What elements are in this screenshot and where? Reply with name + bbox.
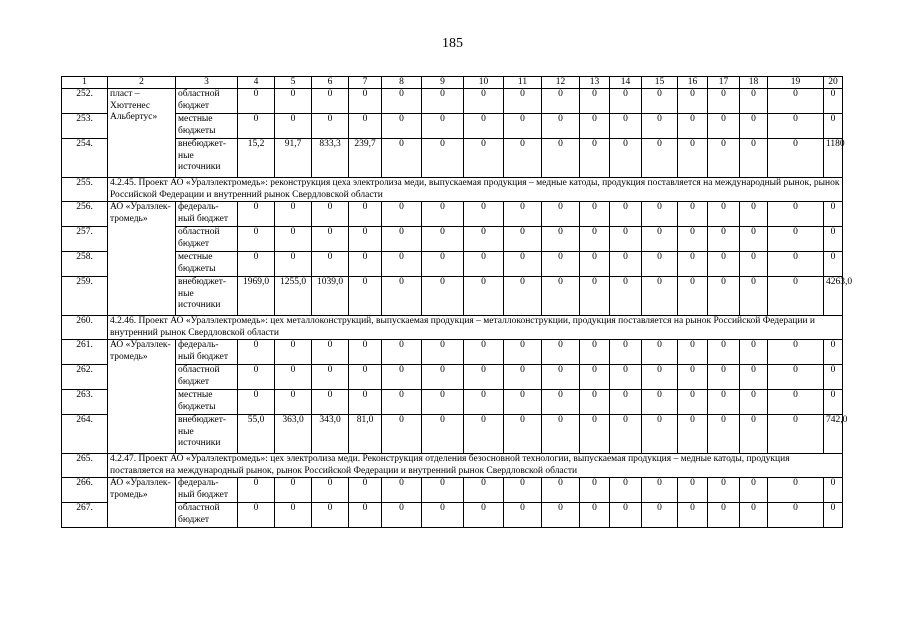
column-header: 11 bbox=[504, 77, 542, 89]
column-header: 5 bbox=[275, 77, 312, 89]
funding-source: местные бюджеты bbox=[176, 390, 238, 415]
column-header: 3 bbox=[176, 77, 238, 89]
value-cell: 0 bbox=[768, 89, 824, 114]
value-cell: 0 bbox=[422, 277, 464, 316]
value-cell: 0 bbox=[312, 365, 349, 390]
column-header: 14 bbox=[610, 77, 642, 89]
value-cell: 0 bbox=[708, 202, 740, 227]
table-row bbox=[62, 365, 843, 390]
value-cell: 91,7 bbox=[275, 139, 312, 178]
value-cell: 0 bbox=[275, 252, 312, 277]
value-cell: 0 bbox=[740, 227, 768, 252]
row-number: 267. bbox=[62, 503, 108, 528]
value-cell: 0 bbox=[610, 340, 642, 365]
funding-source: областной бюджет bbox=[176, 227, 238, 252]
value-cell: 0 bbox=[238, 503, 275, 528]
row-number: 265. bbox=[62, 454, 108, 478]
value-cell: 0 bbox=[768, 277, 824, 316]
table-row bbox=[62, 390, 843, 415]
funding-source: областной бюджет bbox=[176, 89, 238, 114]
row-number: 260. bbox=[62, 316, 108, 340]
value-cell: 0 bbox=[824, 114, 843, 139]
value-cell: 0 bbox=[740, 365, 768, 390]
value-cell: 0 bbox=[382, 202, 422, 227]
value-cell: 1180 bbox=[824, 139, 843, 178]
value-cell: 0 bbox=[610, 89, 642, 114]
funding-source: федераль-ный бюджет bbox=[176, 478, 238, 503]
row-number: 254. bbox=[62, 139, 108, 178]
value-cell: 0 bbox=[580, 202, 610, 227]
value-cell: 1039,0 bbox=[312, 277, 349, 316]
funding-source: федераль-ный бюджет bbox=[176, 202, 238, 227]
value-cell: 343,0 bbox=[312, 415, 349, 454]
row-number: 266. bbox=[62, 478, 108, 503]
page-number: 185 bbox=[442, 36, 463, 51]
value-cell: 363,0 bbox=[275, 415, 312, 454]
value-cell: 0 bbox=[580, 478, 610, 503]
value-cell: 0 bbox=[708, 252, 740, 277]
value-cell: 0 bbox=[238, 478, 275, 503]
value-cell: 0 bbox=[504, 340, 542, 365]
value-cell: 0 bbox=[542, 202, 580, 227]
value-cell: 0 bbox=[824, 340, 843, 365]
value-cell: 0 bbox=[422, 227, 464, 252]
value-cell: 0 bbox=[708, 390, 740, 415]
value-cell: 0 bbox=[768, 365, 824, 390]
value-cell: 0 bbox=[678, 478, 708, 503]
value-cell: 0 bbox=[708, 227, 740, 252]
funding-source: внебюджет-ные источники bbox=[176, 415, 238, 454]
value-cell: 0 bbox=[504, 252, 542, 277]
value-cell: 0 bbox=[580, 227, 610, 252]
value-cell: 0 bbox=[349, 277, 382, 316]
value-cell: 0 bbox=[580, 365, 610, 390]
value-cell: 0 bbox=[422, 415, 464, 454]
value-cell: 0 bbox=[504, 89, 542, 114]
value-cell: 0 bbox=[275, 340, 312, 365]
table-row bbox=[62, 277, 843, 316]
value-cell: 0 bbox=[542, 390, 580, 415]
column-header: 18 bbox=[740, 77, 768, 89]
value-cell: 0 bbox=[824, 390, 843, 415]
value-cell: 0 bbox=[610, 390, 642, 415]
column-header: 8 bbox=[382, 77, 422, 89]
value-cell: 0 bbox=[504, 277, 542, 316]
value-cell: 0 bbox=[349, 252, 382, 277]
column-header: 13 bbox=[580, 77, 610, 89]
value-cell: 0 bbox=[382, 114, 422, 139]
project-title: 4.2.45. Проект АО «Уралэлектромедь»: реконструкция цеха электролиза меди, выпускаемая продукция – медные катоды, продукция поставляется на международный рынок, рынок Российской Федерации и внутренний рынок Свердловской области bbox=[108, 178, 843, 202]
value-cell: 0 bbox=[504, 365, 542, 390]
value-cell: 0 bbox=[610, 478, 642, 503]
value-cell: 0 bbox=[678, 202, 708, 227]
value-cell: 0 bbox=[275, 89, 312, 114]
value-cell: 0 bbox=[678, 277, 708, 316]
value-cell: 0 bbox=[382, 89, 422, 114]
value-cell: 0 bbox=[349, 390, 382, 415]
header-row bbox=[62, 77, 843, 89]
value-cell: 0 bbox=[312, 89, 349, 114]
value-cell: 0 bbox=[824, 202, 843, 227]
value-cell: 0 bbox=[740, 478, 768, 503]
column-header: 19 bbox=[768, 77, 824, 89]
value-cell: 0 bbox=[824, 365, 843, 390]
budget-table bbox=[61, 76, 853, 528]
value-cell: 0 bbox=[464, 365, 504, 390]
value-cell: 0 bbox=[824, 478, 843, 503]
value-cell: 0 bbox=[708, 277, 740, 316]
value-cell: 0 bbox=[238, 365, 275, 390]
value-cell: 0 bbox=[238, 340, 275, 365]
funding-source: областной бюджет bbox=[176, 503, 238, 528]
row-number: 258. bbox=[62, 252, 108, 277]
column-header: 1 bbox=[62, 77, 108, 89]
value-cell: 0 bbox=[678, 252, 708, 277]
row-number: 259. bbox=[62, 277, 108, 316]
funding-source: местные бюджеты bbox=[176, 114, 238, 139]
value-cell: 0 bbox=[349, 340, 382, 365]
column-header: 9 bbox=[422, 77, 464, 89]
value-cell: 0 bbox=[349, 478, 382, 503]
value-cell: 0 bbox=[768, 114, 824, 139]
value-cell: 0 bbox=[580, 277, 610, 316]
value-cell: 0 bbox=[768, 227, 824, 252]
value-cell: 0 bbox=[349, 114, 382, 139]
value-cell: 0 bbox=[642, 478, 678, 503]
table-row bbox=[62, 503, 843, 528]
column-header: 2 bbox=[108, 77, 176, 89]
value-cell: 0 bbox=[610, 252, 642, 277]
value-cell: 0 bbox=[464, 277, 504, 316]
value-cell: 0 bbox=[312, 478, 349, 503]
value-cell: 0 bbox=[610, 227, 642, 252]
value-cell: 0 bbox=[238, 227, 275, 252]
project-title-row bbox=[62, 316, 843, 340]
value-cell: 0 bbox=[642, 503, 678, 528]
table-row bbox=[62, 340, 843, 365]
value-cell: 0 bbox=[275, 202, 312, 227]
project-title-row bbox=[62, 178, 843, 202]
value-cell: 0 bbox=[708, 365, 740, 390]
value-cell: 0 bbox=[542, 139, 580, 178]
value-cell: 0 bbox=[464, 139, 504, 178]
value-cell: 0 bbox=[464, 252, 504, 277]
table-row bbox=[62, 139, 843, 178]
value-cell: 0 bbox=[768, 340, 824, 365]
row-number: 264. bbox=[62, 415, 108, 454]
company-name: АО «Уралэлек-тромедь» bbox=[108, 340, 176, 454]
table-row bbox=[62, 89, 843, 114]
value-cell: 0 bbox=[504, 202, 542, 227]
value-cell: 0 bbox=[740, 503, 768, 528]
value-cell: 0 bbox=[708, 89, 740, 114]
table-row bbox=[62, 227, 843, 252]
table-row bbox=[62, 202, 843, 227]
value-cell: 0 bbox=[504, 503, 542, 528]
value-cell: 0 bbox=[464, 89, 504, 114]
value-cell: 0 bbox=[422, 390, 464, 415]
value-cell: 0 bbox=[238, 252, 275, 277]
value-cell: 0 bbox=[580, 252, 610, 277]
value-cell: 0 bbox=[238, 114, 275, 139]
value-cell: 0 bbox=[504, 478, 542, 503]
column-header: 12 bbox=[542, 77, 580, 89]
value-cell: 0 bbox=[768, 139, 824, 178]
value-cell: 0 bbox=[542, 503, 580, 528]
value-cell: 0 bbox=[740, 202, 768, 227]
value-cell: 0 bbox=[382, 139, 422, 178]
row-number: 261. bbox=[62, 340, 108, 365]
column-header: 20 bbox=[824, 77, 843, 89]
value-cell: 0 bbox=[382, 227, 422, 252]
column-header: 15 bbox=[642, 77, 678, 89]
value-cell: 0 bbox=[740, 139, 768, 178]
value-cell: 0 bbox=[642, 114, 678, 139]
company-name: пласт – Хюттенес Альбертус» bbox=[108, 89, 176, 178]
value-cell: 0 bbox=[610, 139, 642, 178]
value-cell: 0 bbox=[542, 478, 580, 503]
project-title: 4.2.47. Проект АО «Уралэлектромедь»: цех электролиза меди. Реконструкция отделения безосновной технологии, выпускаемая продукция – медные катоды, продукция поставляется на международный рынок, рынок Российской Федерации и внутренний рынок Свердловской области bbox=[108, 454, 843, 478]
value-cell: 0 bbox=[349, 227, 382, 252]
value-cell: 0 bbox=[678, 503, 708, 528]
value-cell: 0 bbox=[382, 478, 422, 503]
value-cell: 0 bbox=[768, 478, 824, 503]
value-cell: 0 bbox=[382, 340, 422, 365]
value-cell: 0 bbox=[422, 478, 464, 503]
value-cell: 0 bbox=[542, 227, 580, 252]
value-cell: 0 bbox=[422, 252, 464, 277]
value-cell: 0 bbox=[610, 503, 642, 528]
value-cell: 0 bbox=[642, 227, 678, 252]
column-header: 7 bbox=[349, 77, 382, 89]
value-cell: 0 bbox=[824, 89, 843, 114]
value-cell: 0 bbox=[349, 202, 382, 227]
value-cell: 0 bbox=[382, 365, 422, 390]
value-cell: 0 bbox=[504, 415, 542, 454]
value-cell: 0 bbox=[642, 340, 678, 365]
company-name: АО «Уралэлек-тромедь» bbox=[108, 202, 176, 316]
value-cell: 0 bbox=[768, 415, 824, 454]
value-cell: 0 bbox=[708, 478, 740, 503]
value-cell: 0 bbox=[275, 227, 312, 252]
value-cell: 0 bbox=[312, 114, 349, 139]
value-cell: 0 bbox=[422, 340, 464, 365]
value-cell: 0 bbox=[580, 415, 610, 454]
value-cell: 0 bbox=[275, 114, 312, 139]
row-number: 256. bbox=[62, 202, 108, 227]
table-row bbox=[62, 415, 843, 454]
table-row bbox=[62, 478, 843, 503]
value-cell: 0 bbox=[580, 89, 610, 114]
value-cell: 0 bbox=[312, 202, 349, 227]
value-cell: 0 bbox=[238, 390, 275, 415]
project-title: 4.2.46. Проект АО «Уралэлектромедь»: цех металлоконструкций, выпускаемая продукция – металлоконструкции, продукция поставляется на рынок Российской Федерации и внутренний рынок Свердловской области bbox=[108, 316, 843, 340]
value-cell: 0 bbox=[642, 139, 678, 178]
value-cell: 0 bbox=[610, 277, 642, 316]
value-cell: 0 bbox=[382, 415, 422, 454]
value-cell: 0 bbox=[349, 89, 382, 114]
value-cell: 15,2 bbox=[238, 139, 275, 178]
value-cell: 0 bbox=[824, 252, 843, 277]
value-cell: 0 bbox=[768, 202, 824, 227]
value-cell: 0 bbox=[542, 415, 580, 454]
value-cell: 0 bbox=[580, 114, 610, 139]
value-cell: 0 bbox=[740, 89, 768, 114]
value-cell: 0 bbox=[642, 365, 678, 390]
value-cell: 0 bbox=[708, 340, 740, 365]
value-cell: 0 bbox=[824, 227, 843, 252]
column-header: 10 bbox=[464, 77, 504, 89]
value-cell: 0 bbox=[642, 390, 678, 415]
row-number: 257. bbox=[62, 227, 108, 252]
value-cell: 0 bbox=[708, 503, 740, 528]
value-cell: 0 bbox=[708, 114, 740, 139]
row-number: 253. bbox=[62, 114, 108, 139]
value-cell: 0 bbox=[422, 89, 464, 114]
funding-source: внебюджет-ные источники bbox=[176, 139, 238, 178]
value-cell: 833,3 bbox=[312, 139, 349, 178]
value-cell: 0 bbox=[708, 139, 740, 178]
funding-source: областной бюджет bbox=[176, 365, 238, 390]
value-cell: 1969,0 bbox=[238, 277, 275, 316]
table-body bbox=[62, 77, 853, 528]
column-header: 4 bbox=[238, 77, 275, 89]
value-cell: 0 bbox=[642, 277, 678, 316]
value-cell: 0 bbox=[312, 390, 349, 415]
row-number: 262. bbox=[62, 365, 108, 390]
value-cell: 55,0 bbox=[238, 415, 275, 454]
value-cell: 0 bbox=[768, 252, 824, 277]
value-cell: 0 bbox=[312, 227, 349, 252]
value-cell: 239,7 bbox=[349, 139, 382, 178]
value-cell: 1255,0 bbox=[275, 277, 312, 316]
value-cell: 0 bbox=[422, 114, 464, 139]
value-cell: 0 bbox=[464, 202, 504, 227]
value-cell: 0 bbox=[610, 365, 642, 390]
value-cell: 0 bbox=[464, 503, 504, 528]
value-cell: 0 bbox=[275, 478, 312, 503]
value-cell: 0 bbox=[678, 340, 708, 365]
value-cell: 0 bbox=[768, 390, 824, 415]
project-title-row bbox=[62, 454, 843, 478]
value-cell: 81,0 bbox=[349, 415, 382, 454]
value-cell: 0 bbox=[382, 252, 422, 277]
value-cell: 0 bbox=[610, 415, 642, 454]
value-cell: 0 bbox=[275, 390, 312, 415]
value-cell: 0 bbox=[312, 340, 349, 365]
value-cell: 0 bbox=[422, 503, 464, 528]
value-cell: 0 bbox=[422, 365, 464, 390]
row-number: 252. bbox=[62, 89, 108, 114]
value-cell: 0 bbox=[642, 415, 678, 454]
value-cell: 0 bbox=[464, 227, 504, 252]
value-cell: 0 bbox=[349, 503, 382, 528]
row-number: 255. bbox=[62, 178, 108, 202]
value-cell: 0 bbox=[824, 503, 843, 528]
value-cell: 0 bbox=[542, 89, 580, 114]
value-cell: 0 bbox=[740, 114, 768, 139]
value-cell: 0 bbox=[768, 503, 824, 528]
value-cell: 0 bbox=[382, 277, 422, 316]
table-row bbox=[62, 252, 843, 277]
value-cell: 0 bbox=[678, 139, 708, 178]
value-cell: 0 bbox=[542, 365, 580, 390]
value-cell: 0 bbox=[422, 139, 464, 178]
value-cell: 0 bbox=[580, 503, 610, 528]
value-cell: 0 bbox=[464, 415, 504, 454]
value-cell: 0 bbox=[238, 89, 275, 114]
value-cell: 0 bbox=[382, 503, 422, 528]
value-cell: 0 bbox=[678, 114, 708, 139]
value-cell: 0 bbox=[678, 89, 708, 114]
value-cell: 0 bbox=[580, 139, 610, 178]
value-cell: 0 bbox=[504, 390, 542, 415]
value-cell: 0 bbox=[464, 478, 504, 503]
value-cell: 0 bbox=[312, 503, 349, 528]
value-cell: 0 bbox=[610, 202, 642, 227]
value-cell: 0 bbox=[464, 114, 504, 139]
company-name: АО «Уралэлек-тромедь» bbox=[108, 478, 176, 528]
value-cell: 0 bbox=[678, 365, 708, 390]
funding-source: федераль-ный бюджет bbox=[176, 340, 238, 365]
table-row bbox=[62, 114, 843, 139]
value-cell: 0 bbox=[740, 252, 768, 277]
value-cell: 0 bbox=[708, 415, 740, 454]
value-cell: 0 bbox=[678, 415, 708, 454]
row-number: 263. bbox=[62, 390, 108, 415]
funding-source: внебюджет-ные источники bbox=[176, 277, 238, 316]
value-cell: 0 bbox=[382, 390, 422, 415]
value-cell: 0 bbox=[504, 227, 542, 252]
value-cell: 0 bbox=[610, 114, 642, 139]
value-cell: 0 bbox=[542, 252, 580, 277]
value-cell: 0 bbox=[464, 390, 504, 415]
value-cell: 742,0 bbox=[824, 415, 843, 454]
value-cell: 0 bbox=[580, 390, 610, 415]
value-cell: 0 bbox=[542, 114, 580, 139]
value-cell: 0 bbox=[542, 277, 580, 316]
value-cell: 0 bbox=[678, 390, 708, 415]
value-cell: 0 bbox=[580, 340, 610, 365]
value-cell: 0 bbox=[642, 252, 678, 277]
column-header: 16 bbox=[678, 77, 708, 89]
value-cell: 0 bbox=[642, 89, 678, 114]
value-cell: 0 bbox=[238, 202, 275, 227]
value-cell: 0 bbox=[740, 390, 768, 415]
funding-source: местные бюджеты bbox=[176, 252, 238, 277]
value-cell: 0 bbox=[504, 139, 542, 178]
column-header: 17 bbox=[708, 77, 740, 89]
value-cell: 0 bbox=[740, 340, 768, 365]
value-cell: 0 bbox=[275, 503, 312, 528]
column-header: 6 bbox=[312, 77, 349, 89]
value-cell: 0 bbox=[678, 227, 708, 252]
value-cell: 0 bbox=[504, 114, 542, 139]
value-cell: 0 bbox=[312, 252, 349, 277]
value-cell: 0 bbox=[740, 415, 768, 454]
value-cell: 0 bbox=[275, 365, 312, 390]
value-cell: 4263,0 bbox=[824, 277, 843, 316]
value-cell: 0 bbox=[349, 365, 382, 390]
value-cell: 0 bbox=[422, 202, 464, 227]
value-cell: 0 bbox=[740, 277, 768, 316]
value-cell: 0 bbox=[542, 340, 580, 365]
value-cell: 0 bbox=[642, 202, 678, 227]
value-cell: 0 bbox=[464, 340, 504, 365]
